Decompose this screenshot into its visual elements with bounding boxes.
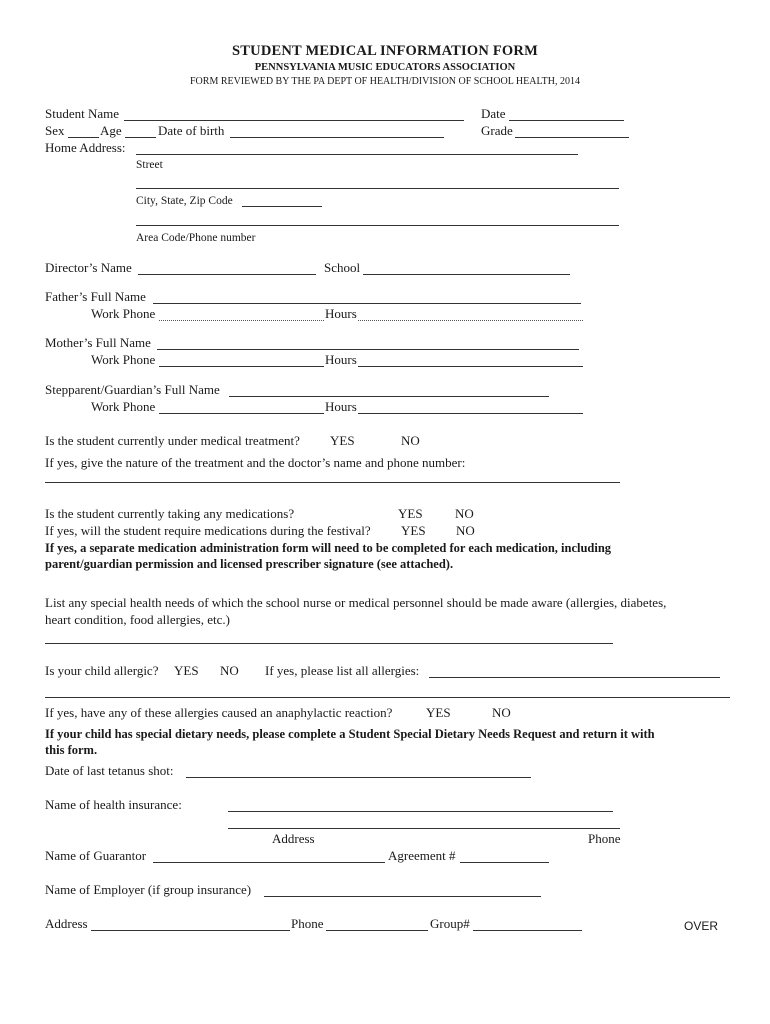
guardian-work-phone-field[interactable] bbox=[159, 413, 324, 414]
tetanus-field[interactable] bbox=[186, 777, 531, 778]
street-label: Street bbox=[136, 159, 163, 171]
insurance-field[interactable] bbox=[228, 811, 613, 812]
dob-label: Date of birth bbox=[158, 123, 225, 138]
guardian-hours-field[interactable] bbox=[358, 413, 583, 414]
employer-address-label: Address bbox=[45, 916, 88, 931]
treatment-details-question: If yes, give the nature of the treatment and the doctor’s name and phone number: bbox=[45, 455, 466, 470]
insurance-phone-label: Phone bbox=[588, 831, 621, 846]
father-work-phone-field[interactable] bbox=[159, 320, 324, 321]
tetanus-label: Date of last tetanus shot: bbox=[45, 763, 174, 778]
review-note: FORM REVIEWED BY THE PA DEPT OF HEALTH/DIVISION OF SCHOOL HEALTH, 2014 bbox=[189, 76, 581, 87]
special-needs-line-1: List any special health needs of which the school nurse or medical personnel should be made aware (allergies, diabetes, bbox=[45, 595, 667, 610]
employer-field[interactable] bbox=[264, 896, 541, 897]
med-notice-line-1: If yes, a separate medication administration form will need to be completed for each medication, including bbox=[45, 541, 612, 555]
directors-name-label: Director’s Name bbox=[45, 260, 132, 275]
area-phone-label: Area Code/Phone number bbox=[136, 232, 256, 244]
father-hours-label: Hours bbox=[325, 306, 357, 321]
date-field[interactable] bbox=[509, 120, 624, 121]
mother-name-field[interactable] bbox=[157, 349, 579, 350]
sex-label: Sex bbox=[45, 123, 65, 138]
anaphylactic-question: If yes, have any of these allergies caused an anaphylactic reaction? bbox=[45, 705, 393, 720]
treatment-yes[interactable]: YES bbox=[330, 433, 355, 448]
anaphylactic-yes[interactable]: YES bbox=[426, 705, 451, 720]
father-work-phone-label: Work Phone bbox=[91, 306, 156, 321]
school-label: School bbox=[324, 260, 361, 275]
med-notice-line-2: parent/guardian permission and licensed prescriber signature (see attached). bbox=[45, 557, 454, 571]
insurance-address-field[interactable] bbox=[228, 828, 620, 829]
age-label: Age bbox=[100, 123, 122, 138]
treatment-no[interactable]: NO bbox=[401, 433, 420, 448]
dietary-notice-line-2: this form. bbox=[45, 743, 98, 757]
city-line[interactable] bbox=[136, 188, 619, 189]
student-name-field[interactable] bbox=[124, 120, 464, 121]
medications-no[interactable]: NO bbox=[455, 506, 474, 521]
insurance-address-label: Address bbox=[272, 831, 315, 846]
med-festival-no[interactable]: NO bbox=[456, 523, 475, 538]
guardian-name-field[interactable] bbox=[229, 396, 549, 397]
association-name: PENNSYLVANIA MUSIC EDUCATORS ASSOCIATION bbox=[254, 62, 516, 73]
grade-label: Grade bbox=[481, 123, 513, 138]
allergies-field-2[interactable] bbox=[45, 697, 730, 698]
city-label: City, State, Zip Code bbox=[136, 195, 233, 207]
allergic-no[interactable]: NO bbox=[220, 663, 239, 678]
father-name-label: Father’s Full Name bbox=[45, 289, 146, 304]
special-needs-line-2: heart condition, food allergies, etc.) bbox=[45, 612, 230, 627]
medications-yes[interactable]: YES bbox=[398, 506, 423, 521]
father-name-field[interactable] bbox=[153, 303, 581, 304]
guarantor-field[interactable] bbox=[153, 862, 385, 863]
med-festival-yes[interactable]: YES bbox=[401, 523, 426, 538]
home-address-label: Home Address: bbox=[45, 140, 126, 155]
school-field[interactable] bbox=[363, 274, 570, 275]
group-label: Group# bbox=[430, 916, 470, 931]
mother-work-phone-label: Work Phone bbox=[91, 352, 156, 367]
allergic-question: Is your child allergic? bbox=[45, 663, 159, 678]
directors-name-field[interactable] bbox=[138, 274, 316, 275]
medications-question: Is the student currently taking any medications? bbox=[45, 506, 295, 521]
mother-hours-label: Hours bbox=[325, 352, 357, 367]
street-field[interactable] bbox=[136, 154, 578, 155]
sex-field[interactable] bbox=[68, 137, 99, 138]
dob-field[interactable] bbox=[230, 137, 444, 138]
date-label: Date bbox=[481, 106, 506, 121]
form-title: STUDENT MEDICAL INFORMATION FORM bbox=[232, 43, 538, 59]
employer-address-field[interactable] bbox=[91, 930, 290, 931]
med-festival-question: If yes, will the student require medications during the festival? bbox=[45, 523, 371, 538]
special-needs-field[interactable] bbox=[45, 643, 613, 644]
mother-hours-field[interactable] bbox=[358, 366, 583, 367]
employer-label: Name of Employer (if group insurance) bbox=[45, 882, 252, 897]
treatment-question: Is the student currently under medical treatment? bbox=[45, 433, 300, 448]
guardian-work-phone-label: Work Phone bbox=[91, 399, 156, 414]
agreement-label: Agreement # bbox=[388, 848, 456, 863]
mother-name-label: Mother’s Full Name bbox=[45, 335, 151, 350]
employer-phone-label: Phone bbox=[291, 916, 324, 931]
over-note: OVER bbox=[684, 919, 719, 933]
city-field[interactable] bbox=[242, 206, 322, 207]
age-field[interactable] bbox=[125, 137, 156, 138]
father-hours-field[interactable] bbox=[358, 320, 583, 321]
agreement-field[interactable] bbox=[460, 862, 549, 863]
mother-work-phone-field[interactable] bbox=[159, 366, 324, 367]
dietary-notice-line-1: If your child has special dietary needs, please complete a Student Special Dietary Needs Request and return it with bbox=[45, 727, 655, 741]
treatment-details-field[interactable] bbox=[45, 482, 620, 483]
employer-phone-field[interactable] bbox=[326, 930, 428, 931]
phone-line[interactable] bbox=[136, 225, 619, 226]
insurance-label: Name of health insurance: bbox=[45, 797, 182, 812]
list-allergies-label: If yes, please list all allergies: bbox=[265, 663, 420, 678]
student-name-label: Student Name bbox=[45, 106, 120, 121]
allergies-field[interactable] bbox=[429, 677, 720, 678]
guarantor-label: Name of Guarantor bbox=[45, 848, 147, 863]
guardian-name-label: Stepparent/Guardian’s Full Name bbox=[45, 382, 220, 397]
allergic-yes[interactable]: YES bbox=[174, 663, 199, 678]
grade-field[interactable] bbox=[515, 137, 629, 138]
anaphylactic-no[interactable]: NO bbox=[492, 705, 511, 720]
guardian-hours-label: Hours bbox=[325, 399, 357, 414]
group-field[interactable] bbox=[473, 930, 582, 931]
